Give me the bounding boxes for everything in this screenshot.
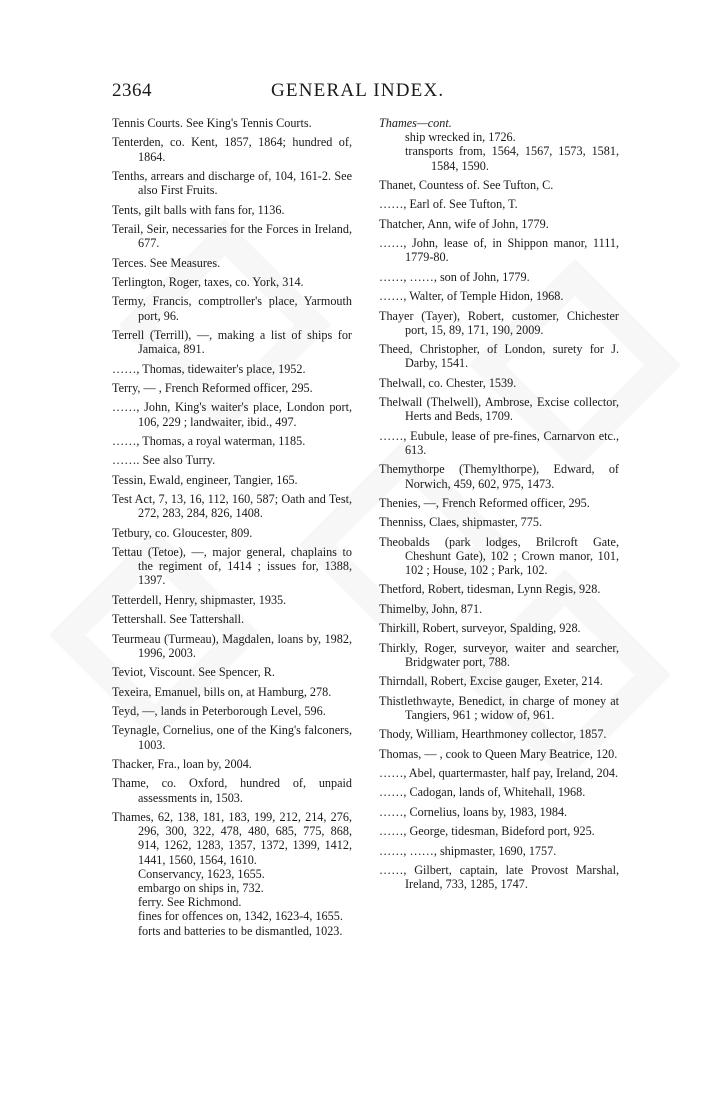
index-entry: Test Act, 7, 13, 16, 112, 160, 587; Oath and Test, 272, 283, 284, 826, 1408. [112,492,352,521]
index-subentry: forts and batteries to be dismantled, 1023. [138,923,343,938]
index-entry: Thayer (Tayer), Robert, customer, Chichester port, 15, 89, 171, 190, 2009. [379,308,619,337]
index-entry: Tenths, arrears and discharge of, 104, 161-2. See also First Fruits. [112,168,352,198]
index-entry: Thenniss, Claes, shipmaster, 775. [379,515,543,530]
index-entry: Tenterden, co. Kent, 1857, 1864; hundred of, 1864. [112,135,352,164]
index-subentry: transports from, 1564, 1567, 1573, 1581, 1584, 1590. [405,144,619,173]
index-entry: Tettershall. See Tattershall. [112,612,245,627]
index-entry: Theed, Christopher, of London, surety for J. Darby, 1541. [379,342,619,371]
index-entry: Thimelby, John, 871. [379,601,483,616]
index-entry: Thirndall, Robert, Excise gauger, Exeter, 214. [379,674,603,689]
index-entry: Thetford, Robert, tidesman, Lynn Regis, 928. [379,582,601,597]
index-subentry: Conservancy, 1623, 1655. [138,866,265,881]
index-entry: Terces. See Measures. [112,255,221,270]
index-entry: Terry, — , French Reformed officer, 295. [112,380,313,395]
index-entry: Thanet, Countess of. See Tufton, C. [379,178,554,192]
running-title: GENERAL INDEX. [271,80,445,101]
index-entry: Tetbury, co. Gloucester, 809. [112,525,253,540]
index-entry: Tettau (Tetoe), —, major general, chaplains to the regiment of, 1414 ; issues for, 1388, 1397. [112,545,352,588]
index-entry: ……, Walter, of Temple Hidon, 1968. [379,289,564,304]
index-entry: Texeira, Emanuel, bills on, at Hamburg, 278. [112,684,332,699]
index-entry: Tennis Courts. See King's Tennis Courts. [112,116,312,130]
index-entry: Teviot, Viscount. See Spencer, R. [112,665,275,680]
index-entry-thames: Thames, 62, 138, 181, 183, 199, 212, 214, 276, 296, 300, 322, 478, 480, 685, 775, 868, 914, 1262, 1283, 1357, 1372, 1399, 1412, 1441, 1560, 1564, 1610. [112,809,352,867]
index-entry: ……, Gilbert, captain, late Provost Marshal, Ireland, 733, 1285, 1747. [379,862,619,892]
index-subentry: ferry. See Richmond. [138,895,242,910]
index-entry: Tessin, Ewald, engineer, Tangier, 165. [112,472,298,487]
index-entry: Thacker, Fra., loan by, 2004. [112,757,252,771]
index-entry: Thirkill, Robert, surveyor, Spalding, 928. [379,621,581,636]
index-entry: Teurmeau (Turmeau), Magdalen, loans by, 1982, 1996, 2003. [112,631,352,660]
index-entry: Theobalds (park lodges, Brilcroft Gate, Cheshunt Gate), 102 ; Crown manor, 101, 102 ; House, 102 ; Park, 102. [379,534,619,578]
index-subentry: fines for offences on, 1342, 1623-4, 1655. [138,909,343,924]
index-entry: Thelwall (Thelwell), Ambrose, Excise collector, Herts and Beds, 1709. [379,395,619,424]
index-entry: ……, John, lease of, in Shippon manor, 1111, 1779-80. [379,236,619,265]
index-entry: Terail, Seir, necessaries for the Forces in Ireland, 677. [112,221,352,251]
index-entry: Thistlethwayte, Benedict, in charge of money at Tangiers, 961 ; widow of, 961. [379,693,619,722]
index-entry: Thody, William, Hearthmoney collector, 1857. [379,727,607,742]
index-entry: Teynagle, Cornelius, one of the King's falconers, 1003. [112,723,352,752]
index-entry: Tetterdell, Henry, shipmaster, 1935. [112,592,287,607]
index-entry: Terlington, Roger, taxes, co. York, 314. [112,274,304,289]
index-entry: Thenies, —, French Reformed officer, 295. [379,495,590,510]
index-entry: ……, Eubule, lease of pre-fines, Carnarvon etc., 613. [379,428,619,457]
index-entry: ……, George, tidesman, Bideford port, 925. [379,824,595,839]
continued-heading: Thames—cont. [379,116,452,130]
index-entry: Thomas, — , cook to Queen Mary Beatrice, 120. [379,746,618,761]
index-entry: Thirkly, Roger, surveyor, waiter and searcher, Bridgwater port, 788. [379,640,619,669]
index-entry: Thame, co. Oxford, hundred of, unpaid assessments in, 1503. [112,776,352,805]
index-subentry: ship wrecked in, 1726. [405,130,516,145]
index-entry: ……, ……, shipmaster, 1690, 1757. [379,843,557,858]
index-entry: ……. See also Turry. [112,453,216,468]
index-entry: Tents, gilt balls with fans for, 1136. [112,202,285,217]
index-entry: ……, Thomas, tidewaiter's place, 1952. [112,361,306,376]
index-entry: Thatcher, Ann, wife of John, 1779. [379,216,549,231]
index-entry: Themythorpe (Themylthorpe), Edward, of Norwich, 459, 602, 975, 1473. [379,462,619,491]
index-entry: ……, ……, son of John, 1779. [379,269,530,284]
index-subentry: embargo on ships in, 732. [138,881,264,895]
right-column [379,116,619,897]
index-entry: ……, John, King's waiter's place, London port, 106, 229 ; landwaiter, ibid., 497. [112,400,352,429]
index-entry: ……, Thomas, a royal waterman, 1185. [112,433,306,448]
index-entry: Terrell (Terrill), —, making a list of ships for Jamaica, 891. [112,327,352,357]
index-entry: ……, Cornelius, loans by, 1983, 1984. [379,804,568,819]
page-number: 2364 [112,80,152,101]
index-entry: ……, Cadogan, lands of, Whitehall, 1968. [379,785,586,800]
index-entry: ……, Abel, quartermaster, half pay, Ireland, 204. [379,766,619,781]
index-entry: ……, Earl of. See Tufton, T. [379,197,518,212]
index-entry: Termy, Francis, comptroller's place, Yarmouth port, 96. [112,294,352,323]
index-entry: Thelwall, co. Chester, 1539. [379,375,517,390]
index-entry: Teyd, —, lands in Peterborough Level, 596. [112,704,326,719]
left-column [112,116,352,943]
